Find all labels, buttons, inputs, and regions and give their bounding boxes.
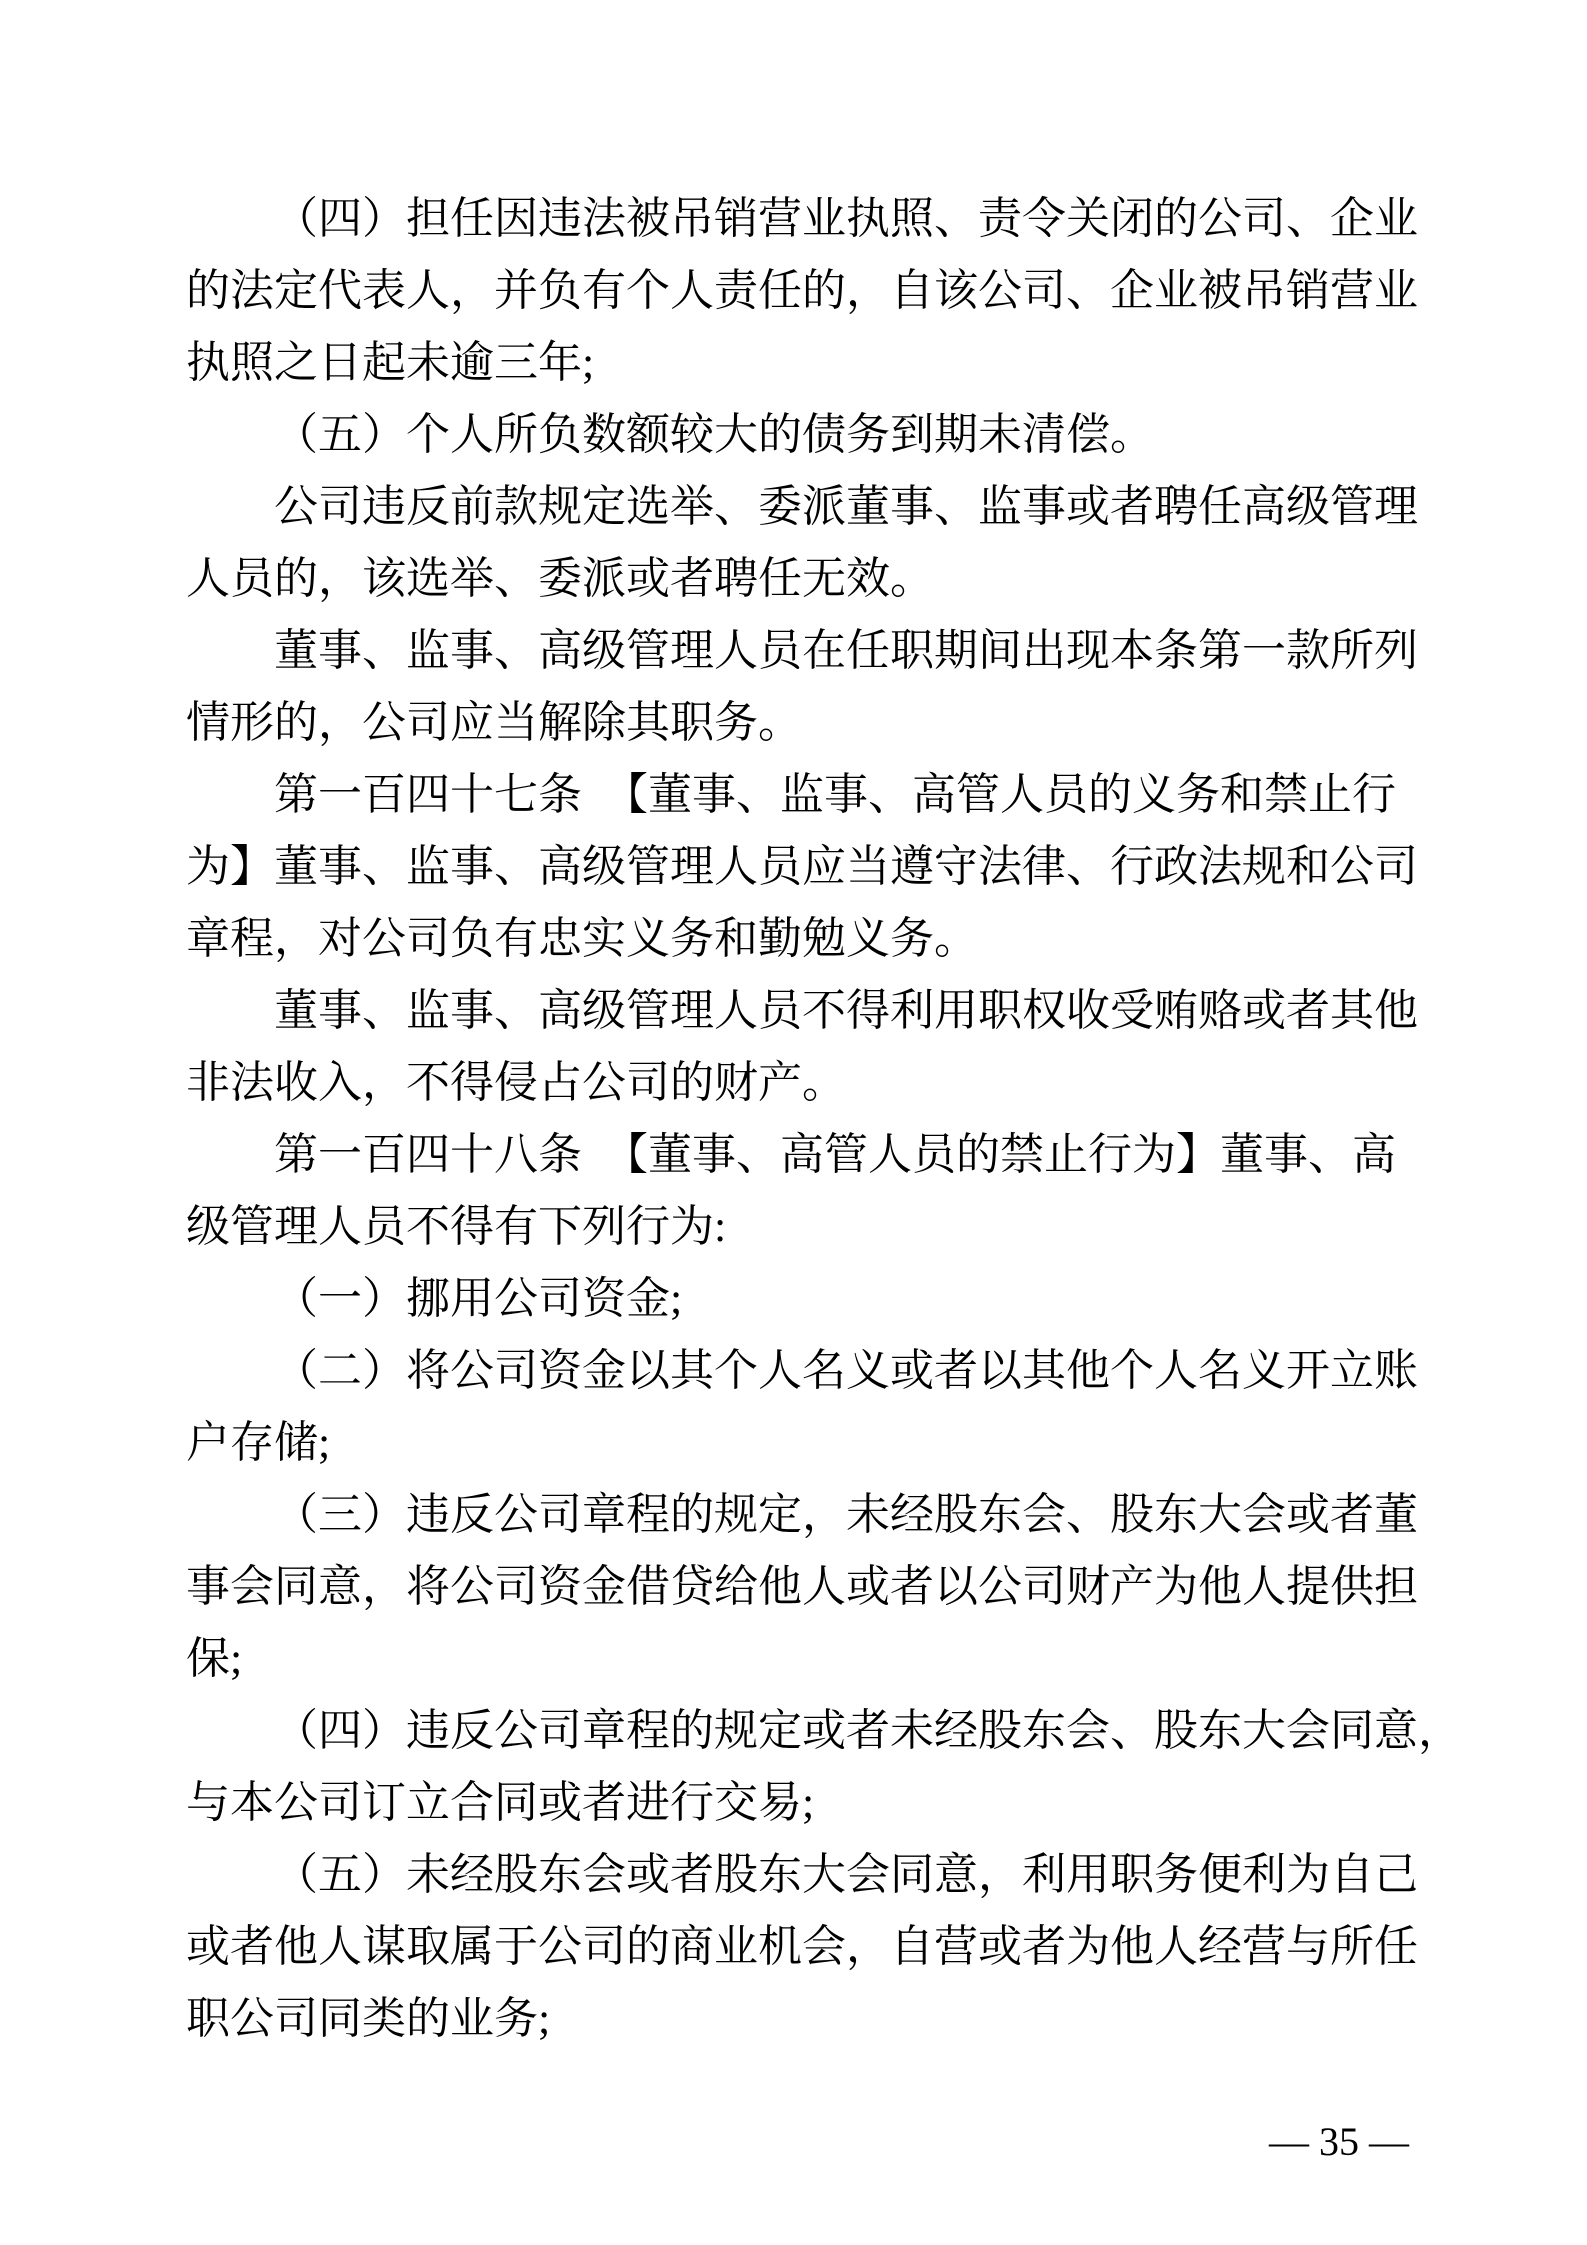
text-line: 与本公司订立合同或者进行交易; — [186, 1778, 815, 1827]
text-line: 公司违反前款规定选举、委派董事、监事或者聘任高级管理 — [274, 482, 1418, 531]
text-line: （五）未经股东会或者股东大会同意，利用职务便利为自己 — [274, 1850, 1418, 1899]
text-line: （二）将公司资金以其个人名义或者以其他个人名义开立账 — [274, 1346, 1418, 1395]
text-line-article-148: 第一百四十八条 【董事、高管人员的禁止行为】董事、高 — [274, 1130, 1396, 1179]
text-line: 事会同意，将公司资金借贷给他人或者以公司财产为他人提供担 — [186, 1562, 1418, 1611]
page-footer — [1229, 2076, 1409, 2208]
text-line: 的法定代表人，并负有个人责任的，自该公司、企业被吊销营业 — [186, 266, 1418, 315]
text-line: 执照之日起未逾三年; — [186, 338, 595, 387]
text-line: 户存储; — [186, 1418, 331, 1467]
text-line: 人员的，该选举、委派或者聘任无效。 — [186, 554, 934, 603]
text-line: 非法收入，不得侵占公司的财产。 — [186, 1058, 846, 1107]
text-line: 级管理人员不得有下列行为: — [186, 1202, 727, 1251]
text-line: （五）个人所负数额较大的债务到期未清偿。 — [274, 410, 1154, 459]
text-line: （四）违反公司章程的规定或者未经股东会、股东大会同意， — [274, 1706, 1462, 1755]
text-line: 职公司同类的业务; — [186, 1994, 551, 2043]
text-line-article-147: 第一百四十七条 【董事、监事、高管人员的义务和禁止行 — [274, 770, 1396, 819]
text-line: （一）挪用公司资金; — [274, 1274, 683, 1323]
text-line: 为】董事、监事、高级管理人员应当遵守法律、行政法规和公司 — [186, 842, 1418, 891]
text-line: 情形的，公司应当解除其职务。 — [186, 698, 802, 747]
page-number: — 35 — — [1269, 2119, 1409, 2164]
text-line: （三）违反公司章程的规定，未经股东会、股东大会或者董 — [274, 1490, 1418, 1539]
text-line: 保; — [186, 1634, 243, 1683]
text-line: 董事、监事、高级管理人员不得利用职权收受贿赂或者其他 — [274, 986, 1418, 1035]
text-line: （四）担任因违法被吊销营业执照、责令关闭的公司、企业 — [274, 194, 1418, 243]
document-body — [186, 183, 1462, 2055]
text-line: 或者他人谋取属于公司的商业机会，自营或者为他人经营与所任 — [186, 1922, 1418, 1971]
text-line: 章程，对公司负有忠实义务和勤勉义务。 — [186, 914, 978, 963]
text-line: 董事、监事、高级管理人员在任职期间出现本条第一款所列 — [274, 626, 1418, 675]
